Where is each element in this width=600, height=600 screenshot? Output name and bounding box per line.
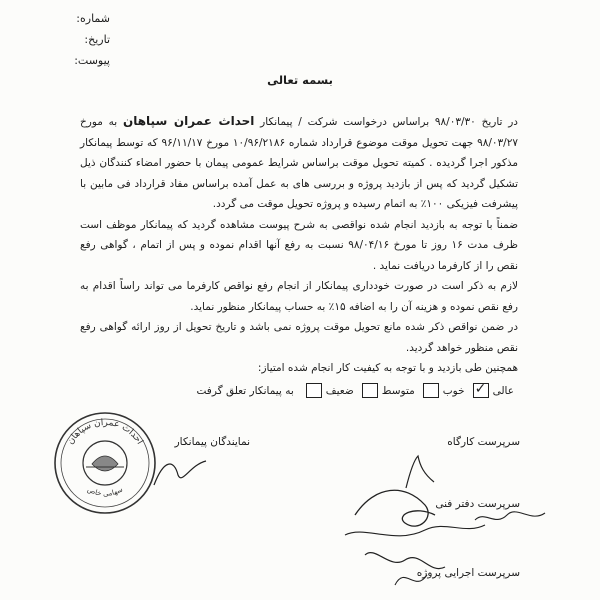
stamp-top-text: احداث عمران سپاهان — [65, 417, 145, 447]
rating-option-weak[interactable] — [306, 383, 354, 398]
number-label: شماره: — [76, 12, 110, 25]
rating-checkbox-good[interactable] — [423, 383, 439, 398]
exec-supervisor-label: سرپرست اجرایی پروژه — [416, 567, 520, 579]
quality-rating — [196, 383, 514, 398]
rating-tail-text: به پیمانکار تعلق گرفت — [196, 384, 294, 397]
delivery-intro: در تاریخ ۹۸/۰۳/۳۰ براساس درخواست شرکت / پیمانکار — [260, 116, 518, 128]
checkmark-icon: ✓ — [474, 381, 487, 397]
document-heading: بسمه تعالی — [267, 73, 333, 87]
site-supervisor-label: سرپرست کارگاه — [447, 436, 520, 448]
rating-checkbox-weak[interactable] — [306, 383, 322, 398]
rating-checkbox-excellent[interactable] — [473, 383, 489, 398]
svg-text:سهامی خاص — [86, 485, 124, 498]
stamp-bottom-text: سهامی خاص — [85, 485, 125, 498]
paragraph-rating-intro: همچنین طی بازدید و با توجه به کیفیت کار انجام شده امتیاز: — [257, 362, 518, 374]
office-supervisor-signature — [335, 475, 555, 595]
rating-option-excellent[interactable] — [473, 383, 514, 398]
rating-option-good[interactable] — [423, 383, 465, 398]
rating-option-average[interactable] — [362, 383, 415, 398]
paragraph-delivery — [80, 111, 518, 215]
delivery-details: به مورخ ۹۸/۰۳/۲۷ جهت تحویل موقت موضوع قرارداد شماره ۱۰/۹۶/۲۱۸۶ مورخ ۹۶/۱۱/۱۷ که توسط پیمانکار مذکور اجرا گردیده . کمیته تحویل موقت براساس شرایط عمومی پیمان با حضور امضاء کنندگان ذیل تشکیل گردید که پس از بازدید پروژه و بررسی های به عمل آمده براساس مفاد قرارداد فی مابین با پیشرفت فیزیکی ۱۰۰٪ به اتمام رسیده و پروژه تحویل موقت می گردد. — [80, 116, 518, 210]
rating-label-weak: ضعیف — [325, 384, 354, 397]
rating-label-good: خوب — [442, 384, 465, 397]
contractor-signature — [150, 455, 210, 490]
paragraph-certificate: در ضمن نواقص ذکر شده مانع تحویل موقت پروژه نمی باشد و تاریخ تحویل از روز ارائه گواهی رفع نقص منظور خواهد گردید. — [80, 321, 518, 354]
contractor-reps-label: نمایندگان پیمانکار — [174, 436, 250, 448]
document-body — [80, 111, 518, 379]
date-label: تاریخ: — [84, 33, 110, 46]
paragraph-defects: ضمناً با توجه به بازدید انجام شده نواقصی به شرح پیوست مشاهده گردید که پیمانکار موظف است ظرف مدت ۱۶ روز تا مورخ ۹۸/۰۴/۱۶ نسبت به رفع آنها اقدام نموده و پس از اتمام ، گواهی رفع نقص را از کارفرما دریافت نماید . — [80, 218, 518, 272]
company-stamp — [52, 410, 158, 516]
office-supervisor-label: سرپرست دفتر فنی — [435, 498, 520, 510]
rating-label-average: متوسط — [381, 384, 415, 397]
rating-checkbox-average[interactable] — [362, 383, 378, 398]
attachment-label: پیوست: — [74, 54, 110, 67]
letterhead-meta — [74, 8, 110, 71]
company-name: احداث عمران سپاهان — [122, 114, 255, 128]
rating-label-excellent: عالی — [492, 384, 514, 397]
paragraph-penalty: لازم به ذکر است در صورت خودداری پیمانکار از انجام رفع نواقص کارفرما می تواند راساً اقدام به رفع نقص نموده و هزینه آن را به اضافه ۱۵٪ به حساب پیمانکار منظور نماید. — [80, 280, 518, 313]
